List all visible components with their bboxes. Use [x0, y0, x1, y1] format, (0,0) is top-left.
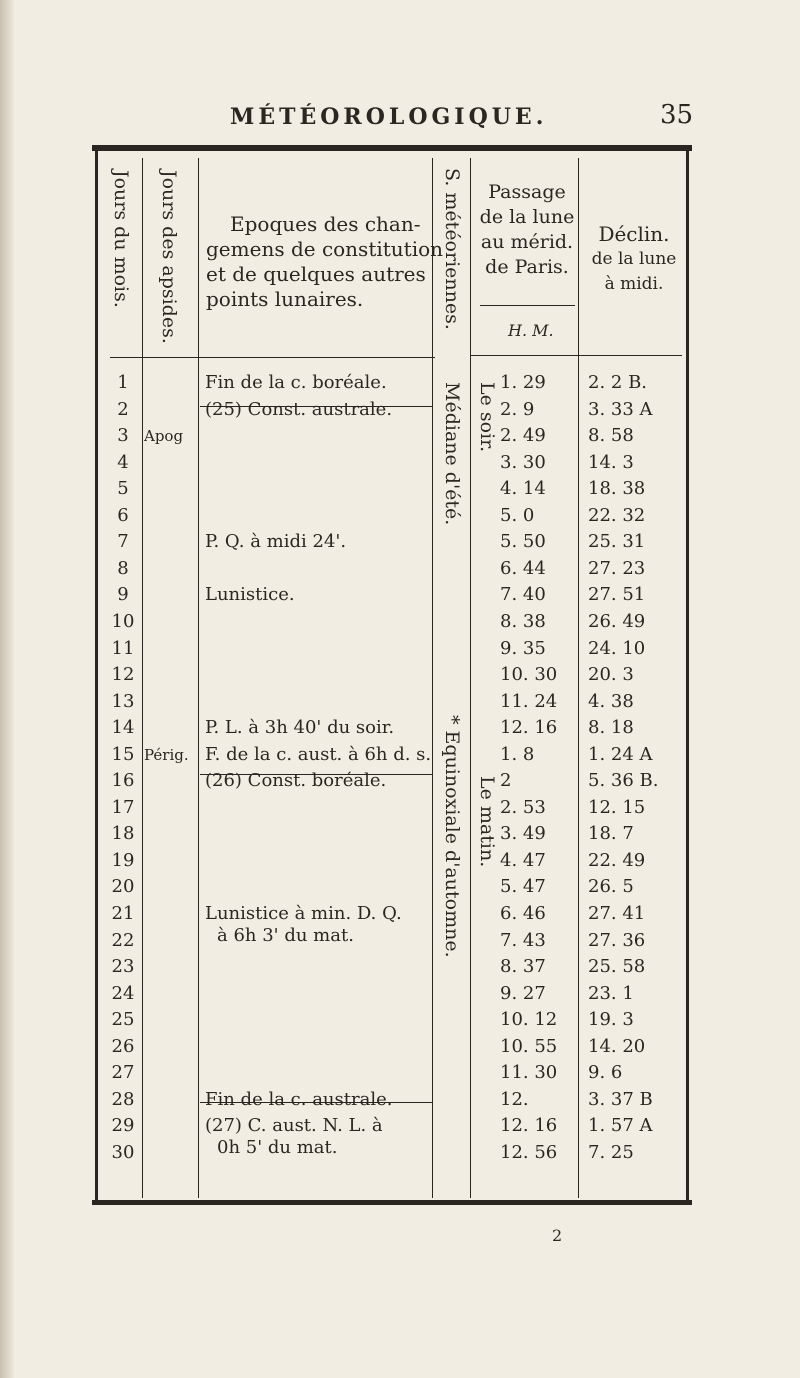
header-day: Jours du mois.	[110, 170, 132, 308]
passage-time: 10. 55	[500, 1035, 558, 1057]
declination-value: 27. 41	[588, 903, 646, 924]
time-of-day-label: Le soir.	[476, 382, 498, 453]
passage-time: 9. 27	[500, 982, 546, 1004]
column-divider	[142, 158, 143, 1198]
passage-time: 4. 14	[500, 478, 546, 500]
event-line: à 6h 3' du mat.	[217, 925, 354, 946]
passage-time: 4. 47	[500, 849, 546, 871]
declination-value: 24. 10	[588, 637, 646, 659]
day-number: 15	[111, 743, 135, 765]
passage-time: 2. 49	[500, 425, 546, 447]
header-rule	[110, 357, 435, 358]
day-number: 22	[111, 929, 135, 951]
passage-time: 5. 47	[500, 876, 546, 898]
declination-value: 27. 23	[588, 557, 646, 579]
declination-value: 19. 3	[588, 1009, 634, 1031]
passage-time: 2. 9	[500, 398, 535, 420]
declination-value: 8. 58	[588, 425, 634, 447]
event-line: P. L. à 3h 40' du soir.	[205, 717, 395, 739]
event-entry	[205, 1089, 392, 1111]
declination-value: 12. 15	[588, 796, 646, 818]
passage-time: 5. 0	[500, 504, 535, 526]
day-number: 16	[111, 770, 135, 792]
declination-value: 4. 38	[588, 690, 634, 712]
event-line: Lunistice à min. D. Q.	[205, 903, 402, 924]
passage-time: 11. 24	[500, 690, 558, 712]
apsis-label: Périg.	[144, 745, 189, 764]
passage-time: 2	[500, 770, 512, 792]
header-epochs-line: gemens de constitution	[206, 237, 444, 261]
passage-time: 10. 30	[500, 664, 558, 686]
day-number: 25	[111, 1009, 135, 1031]
day-number: 30	[111, 1141, 135, 1163]
event-line: Fin de la c. australe.	[205, 1088, 393, 1110]
season-label: Médiane d'été.	[441, 382, 463, 526]
declination-value: 27. 36	[588, 929, 646, 951]
header-epochs	[206, 212, 443, 312]
header-epochs-line: Epoques des chan-	[230, 212, 421, 236]
time-of-day-label: Le matin.	[476, 776, 498, 868]
header-passage-line: de la lune	[479, 206, 575, 228]
event-line: 0h 5' du mat.	[217, 1137, 338, 1159]
declination-value: 22. 32	[588, 504, 646, 526]
event-entry	[205, 770, 386, 792]
day-number: 9	[117, 584, 129, 606]
table-left-border	[95, 148, 98, 1204]
declination-value: 3. 33 A	[588, 398, 653, 420]
paper-edge	[0, 0, 14, 1378]
header-epochs-line: points lunaires.	[206, 287, 364, 311]
passage-time: 1. 29	[500, 372, 546, 393]
header-passage-units: H. M.	[508, 321, 554, 340]
event-line: P. Q. à midi 24'.	[205, 531, 347, 553]
declination-value: 22. 49	[588, 849, 646, 871]
event-line: Fin de la c. boréale.	[205, 372, 387, 393]
day-number: 11	[111, 637, 135, 659]
day-number: 6	[117, 504, 129, 526]
passage-time: 10. 12	[500, 1009, 558, 1031]
event-line: Lunistice.	[205, 584, 295, 606]
passage-time: 3. 30	[500, 451, 546, 473]
day-number: 24	[111, 982, 135, 1004]
declination-value: 14. 3	[588, 451, 634, 473]
header-passage-line: Passage	[488, 181, 566, 203]
declination-value: 25. 58	[588, 956, 646, 978]
day-number: 8	[117, 557, 129, 579]
declination-value: 1. 57 A	[588, 1115, 653, 1137]
declination-value: 26. 49	[588, 610, 646, 632]
event-entry	[205, 399, 392, 421]
declination-value: 18. 38	[588, 478, 646, 500]
event-entry	[205, 531, 346, 553]
declination-value: 14. 20	[588, 1035, 646, 1057]
header-meteoric-points: S. météoriennes.	[441, 168, 463, 330]
season-label: * Equinoxiale d'automne.	[441, 715, 463, 958]
event-entry	[205, 903, 402, 947]
passage-time: 8. 37	[500, 956, 546, 978]
header-declination-line: de la lune	[591, 249, 677, 269]
day-number: 17	[111, 796, 135, 818]
apsis-label: Apog	[144, 427, 184, 446]
declination-value: 3. 37 B	[588, 1088, 653, 1110]
passage-time: 6. 44	[500, 557, 546, 579]
header-declination-line: Déclin.	[598, 222, 670, 246]
passage-time: 12. 16	[500, 1115, 558, 1137]
page-number: 35	[660, 100, 694, 130]
declination-value: 8. 18	[588, 717, 634, 739]
day-number: 3	[117, 425, 129, 447]
declination-value: 25. 31	[588, 531, 646, 553]
declination-value: 5. 36 B.	[588, 770, 659, 792]
declination-value: 2. 2 B.	[588, 372, 648, 393]
running-head: MÉTÉOROLOGIQUE.	[230, 104, 548, 130]
declination-value: 18. 7	[588, 823, 634, 845]
column-divider	[432, 158, 433, 1198]
declination-value: 27. 51	[588, 584, 646, 606]
day-number: 21	[111, 903, 135, 924]
passage-time: 11. 30	[500, 1062, 558, 1084]
header-passage-line: au mérid.	[480, 231, 574, 253]
day-number: 4	[117, 451, 129, 473]
header-apsides: Jours des apsides.	[158, 170, 180, 344]
declination-value: 7. 25	[588, 1141, 634, 1163]
passage-time: 12. 56	[500, 1141, 558, 1163]
event-line: F. de la c. aust. à 6h d. s.	[205, 743, 432, 765]
passage-time: 7. 43	[500, 929, 546, 951]
units-rule	[480, 305, 575, 306]
day-number: 2	[117, 398, 129, 420]
event-entry	[205, 372, 387, 394]
table-right-border	[686, 148, 689, 1204]
day-number: 1	[117, 372, 129, 393]
day-number: 12	[111, 664, 135, 686]
passage-time: 8. 38	[500, 610, 546, 632]
event-entry	[205, 717, 394, 739]
declination-value: 26. 5	[588, 876, 634, 898]
header-rule	[470, 355, 682, 356]
event-entry	[205, 584, 295, 606]
day-number: 14	[111, 717, 135, 739]
header-declination-line: à midi.	[604, 274, 664, 294]
day-number: 23	[111, 956, 135, 978]
header-epochs-line: et de quelques autres	[206, 262, 426, 286]
declination-value: 20. 3	[588, 664, 634, 686]
day-number: 26	[111, 1035, 135, 1057]
day-number: 10	[111, 610, 135, 632]
passage-time: 5. 50	[500, 531, 546, 553]
day-number: 13	[111, 690, 135, 712]
day-number: 19	[111, 849, 135, 871]
event-entry	[205, 1115, 383, 1159]
event-line: (25) Const. australe.	[205, 398, 393, 420]
event-line: (27) C. aust. N. L. à	[205, 1115, 383, 1137]
table-top-rule	[92, 145, 692, 151]
day-number: 18	[111, 823, 135, 845]
day-number: 7	[117, 531, 129, 553]
day-number: 29	[111, 1115, 135, 1137]
declination-value: 23. 1	[588, 982, 634, 1004]
event-entry	[205, 744, 431, 766]
header-passage	[478, 180, 576, 280]
table-bottom-rule	[92, 1200, 692, 1205]
signature-mark: 2	[552, 1226, 563, 1245]
day-number: 28	[111, 1088, 135, 1110]
passage-time: 3. 49	[500, 823, 546, 845]
day-number: 5	[117, 478, 129, 500]
day-number: 27	[111, 1062, 135, 1084]
passage-time: 9. 35	[500, 637, 546, 659]
declination-value: 1. 24 A	[588, 743, 653, 765]
column-divider	[470, 158, 471, 1198]
passage-time: 12. 16	[500, 717, 558, 739]
passage-time: 6. 46	[500, 903, 546, 924]
day-number: 20	[111, 876, 135, 898]
header-passage-line: de Paris.	[485, 256, 569, 278]
column-divider	[198, 158, 199, 1198]
passage-time: 2. 53	[500, 796, 546, 818]
passage-time: 1. 8	[500, 743, 535, 765]
header-declination	[584, 222, 684, 297]
declination-value: 9. 6	[588, 1062, 623, 1084]
passage-time: 7. 40	[500, 584, 546, 606]
event-line: (26) Const. boréale.	[205, 770, 387, 792]
passage-time: 12.	[500, 1088, 529, 1110]
